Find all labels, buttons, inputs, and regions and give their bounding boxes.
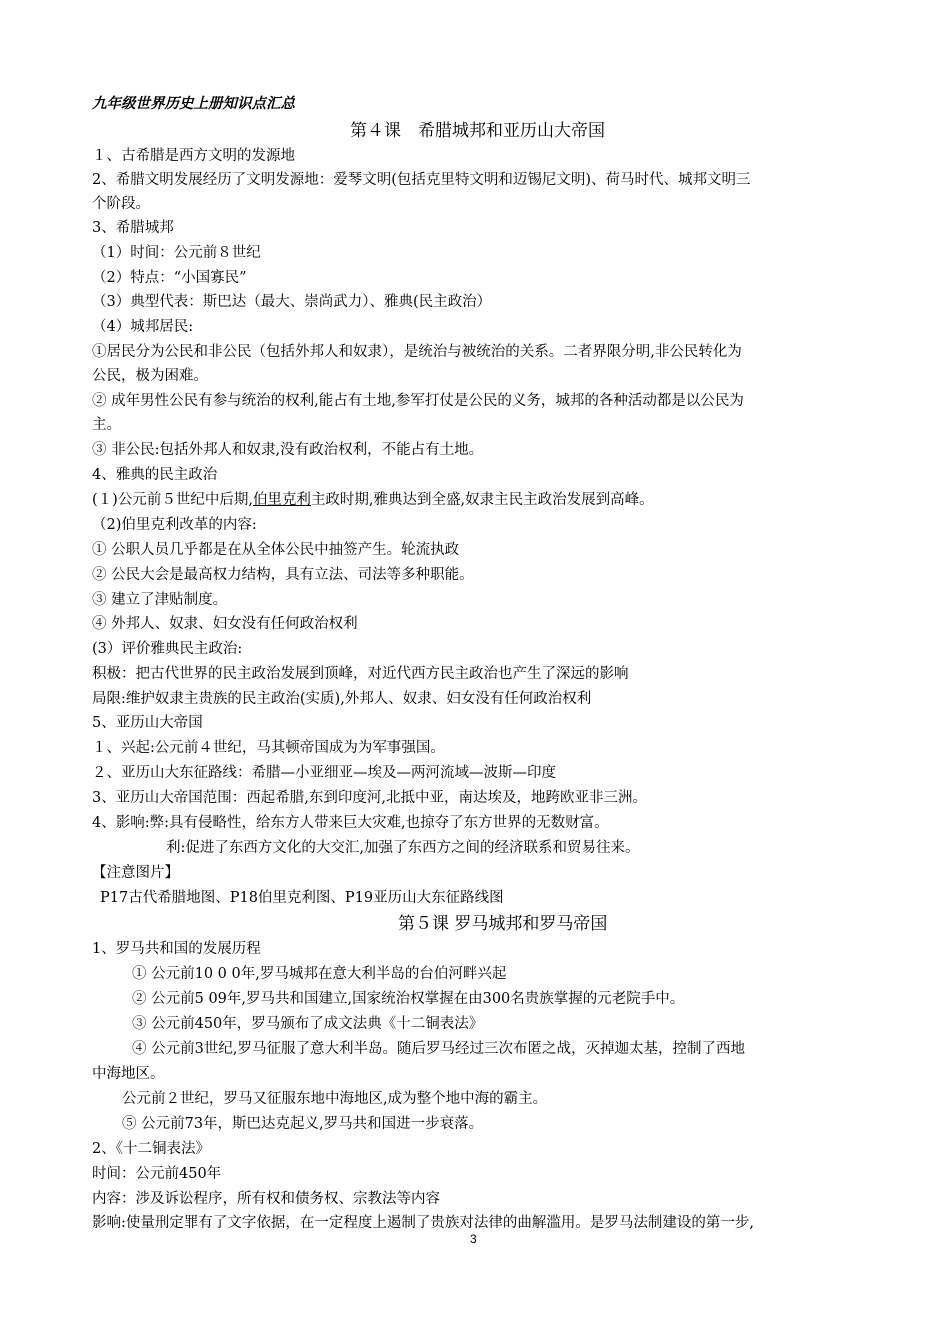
document-title: 九年级世界历史上册知识点汇总 — [92, 95, 295, 112]
lesson-5-line: ④ 公元前3世纪,罗马征服了意大利半岛。随后罗马经过三次布匿之战，灭掉迦太基，控制了西地 — [132, 1041, 745, 1057]
lesson-4-line: ③ 建立了津贴制度。 — [92, 592, 228, 608]
lesson-4-line: １、古希腊是西方文明的发源地 — [92, 148, 295, 164]
lesson-4-line: 公民，极为困难。 — [92, 368, 208, 384]
lesson-4-line: （2)伯里克利改革的内容: — [92, 517, 257, 533]
lesson-4-line: P17古代希腊地图、P18伯里克利图、P19亚历山大东征路线图 — [100, 890, 504, 906]
lesson-4-line: 4、雅典的民主政治 — [92, 467, 218, 483]
lesson-5-line: ⑤ 公元前73年，斯巴达克起义,罗马共和国进一步衰落。 — [122, 1116, 484, 1132]
lesson-5-line: 时间：公元前450年 — [92, 1166, 222, 1182]
lesson-4-line — [92, 490, 654, 510]
text-segment: (１)公元前５世纪中后期, — [92, 492, 253, 508]
lesson-4-line: （4）城邦居民: — [92, 319, 194, 335]
lesson-4-line: 3、希腊城邦 — [92, 220, 174, 236]
lesson-4-line: （1）时间：公元前８世纪 — [92, 245, 261, 261]
lesson-5-line: ① 公元前10 0 0年,罗马城邦在意大利半岛的台伯河畔兴起 — [132, 966, 507, 982]
lesson-5-line: 2、《十二铜表法》 — [92, 1141, 210, 1157]
underlined-name: 伯里克利 — [252, 492, 311, 508]
lesson-4-line: 局限:维护奴隶主贵族的民主政治(实质),外邦人、奴隶、妇女没有任何政治权利 — [92, 691, 592, 707]
lesson-4-line: ① 公职人员几乎都是在从全体公民中抽签产生。轮流执政 — [92, 542, 460, 558]
lesson-4-line: 主。 — [92, 417, 121, 433]
lesson-4-line: ② 成年男性公民有参与统治的权利,能占有土地,参军打仗是公民的义务，城邦的各种活动都是以公民为 — [92, 393, 744, 409]
lesson-4-title: 第４课 希腊城邦和亚历山大帝国 — [350, 121, 605, 141]
lesson-5-line: ② 公元前5 09年,罗马共和国建立,国家统治权掌握在由300名贵族掌握的元老院手中。 — [132, 991, 685, 1007]
lesson-5-title: 第５课 罗马城邦和罗马帝国 — [398, 914, 608, 934]
lesson-4-line: ２、亚历山大东征路线：希腊—小亚细亚—埃及—两河流域—波斯—印度 — [92, 765, 556, 781]
lesson-5-line: 影响:使量刑定罪有了文字依据，在一定程度上遏制了贵族对法律的曲解滥用。是罗马法制建设的第一步, — [92, 1215, 754, 1231]
lesson-4-line: ② 公民大会是最高权力结构，具有立法、司法等多种职能。 — [92, 567, 474, 583]
lesson-4-line: ④ 外邦人、奴隶、妇女没有任何政治权利 — [92, 616, 358, 632]
lesson-4-line: 3、亚历山大帝国范围：西起希腊,东到印度河,北抵中亚，南达埃及，地跨欧亚非三洲。 — [92, 790, 647, 806]
lesson-4-line: 2、希腊文明发展经历了文明发源地：爱琴文明(包括克里特文明和迈锡尼文明)、荷马时代、城邦文明三 — [92, 172, 751, 188]
lesson-4-line: 4、影响:弊:具有侵略性，给东方人带来巨大灾难,也掠夺了东方世界的无数财富。 — [92, 815, 609, 831]
lesson-4-line: 个阶段。 — [92, 196, 150, 212]
lesson-4-line: ③ 非公民:包括外邦人和奴隶,没有政治权利，不能占有土地。 — [92, 442, 484, 458]
lesson-5-line: 中海地区。 — [92, 1066, 165, 1082]
lesson-4-line: 【注意图片】 — [92, 865, 179, 881]
lesson-4-line: 利:促进了东西方文化的大交汇,加强了东西方之间的经济联系和贸易往来。 — [166, 840, 640, 856]
lesson-4-line: １、兴起:公元前４世纪，马其顿帝国成为为军事强国。 — [92, 740, 445, 756]
lesson-4-line: (3）评价雅典民主政治: — [92, 641, 243, 657]
lesson-4-line: 积极：把古代世界的民主政治发展到顶峰，对近代西方民主政治也产生了深远的影响 — [92, 666, 629, 682]
lesson-4-line: （2）特点：“小国寡民” — [92, 270, 247, 286]
page-number: 3 — [470, 1232, 477, 1246]
lesson-5-line: 公元前２世纪，罗马又征服东地中海地区,成为整个地中海的霸主。 — [122, 1091, 548, 1107]
lesson-5-line: 内容：涉及诉讼程序，所有权和债务权、宗教法等内容 — [92, 1191, 440, 1207]
text-segment: 主政时期,雅典达到全盛,奴隶主民主政治发展到高峰。 — [310, 492, 654, 508]
lesson-5-line: 1、罗马共和国的发展历程 — [92, 941, 261, 957]
lesson-5-line: ③ 公元前450年，罗马颁布了成文法典《十二铜表法》 — [132, 1016, 484, 1032]
lesson-4-line: ①居民分为公民和非公民（包括外邦人和奴隶），是统治与被统治的关系。二者界限分明,非公民转化为 — [92, 344, 742, 360]
lesson-4-line: 5、亚历山大帝国 — [92, 715, 203, 731]
lesson-4-line: （3）典型代表：斯巴达（最大、崇尚武力）、雅典(民主政治） — [92, 294, 492, 310]
